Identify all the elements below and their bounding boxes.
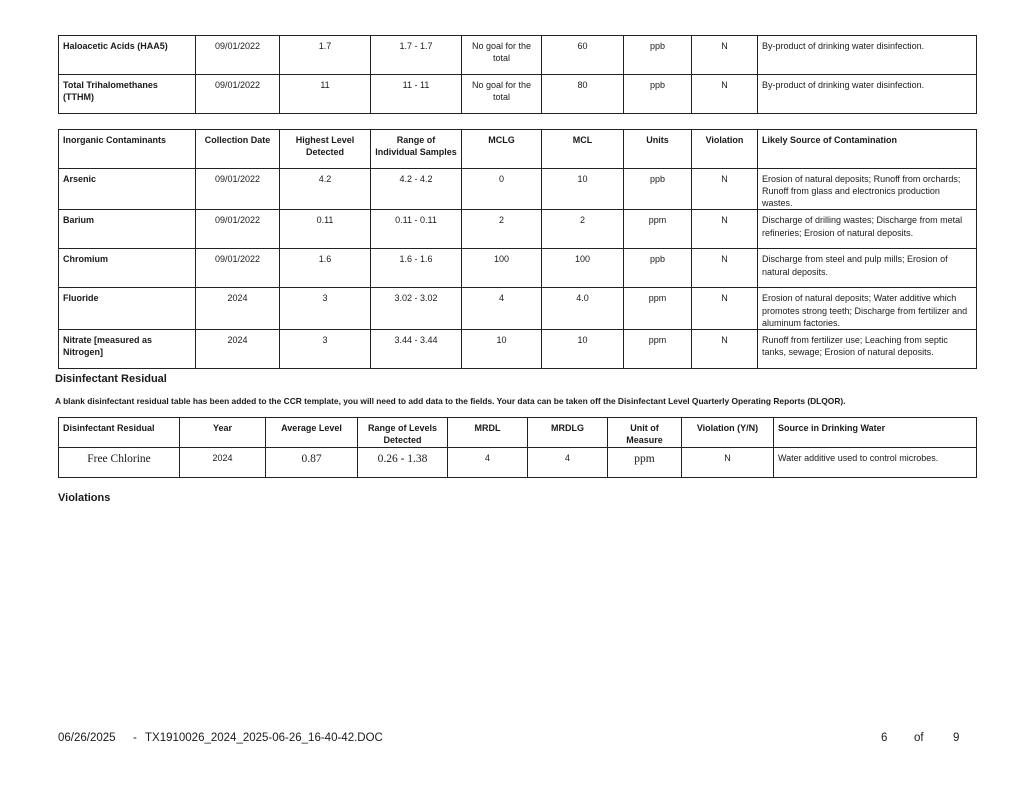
contaminant-name: Nitrate [measured as Nitrogen] xyxy=(59,329,196,368)
header-range: Range of Individual Samples xyxy=(371,130,462,169)
mclg: 2 xyxy=(462,210,542,249)
violation: N xyxy=(692,249,758,288)
footer-of-label: of xyxy=(914,732,924,744)
source: By-product of drinking water disinfection. xyxy=(758,75,977,114)
highest-level: 3 xyxy=(280,329,371,368)
source: Runoff from fertilizer use; Leaching from septic tanks, sewage; Erosion of natural deposits. xyxy=(758,329,977,368)
units: ppb xyxy=(624,36,692,75)
table-header-row xyxy=(59,418,977,448)
source: Discharge of drilling wastes; Discharge from metal refineries; Erosion of natural deposits. xyxy=(758,210,977,249)
contaminant-name: Barium xyxy=(59,210,196,249)
header-range-of-levels: Range of Levels Detected xyxy=(358,418,448,448)
range: 3.44 - 3.44 xyxy=(371,329,462,368)
collection-date: 09/01/2022 xyxy=(196,36,280,75)
header-source: Likely Source of Contamination xyxy=(758,130,977,169)
mcl: 100 xyxy=(542,249,624,288)
violation: N xyxy=(692,210,758,249)
footer-date: 06/26/2025 xyxy=(58,732,116,744)
source: Discharge from steel and pulp mills; Erosion of natural deposits. xyxy=(758,249,977,288)
disinfectant-residual-table xyxy=(58,417,977,478)
unit-of-measure: ppm xyxy=(608,448,682,478)
mclg: 100 xyxy=(462,249,542,288)
units: ppm xyxy=(624,329,692,368)
units: ppm xyxy=(624,210,692,249)
footer-filename: TX1910026_2024_2025-06-26_16-40-42.DOC xyxy=(145,732,383,744)
disinfectant-name: Free Chlorine xyxy=(59,448,180,478)
collection-date: 2024 xyxy=(196,288,280,329)
table-row xyxy=(59,210,977,249)
mclg: No goal for the total xyxy=(462,75,542,114)
table-row xyxy=(59,329,977,368)
violations-heading: Violations xyxy=(58,492,111,504)
footer-total-pages: 9 xyxy=(953,732,960,744)
contaminant-name: Haloacetic Acids (HAA5) xyxy=(59,36,196,75)
contaminant-name: Total Trihalomethanes (TTHM) xyxy=(59,75,196,114)
table-row xyxy=(59,288,977,329)
source: Erosion of natural deposits; Runoff from orchards; Runoff from glass and electronics production wastes. xyxy=(758,169,977,210)
average-level: 0.87 xyxy=(266,448,358,478)
highest-level: 1.6 xyxy=(280,249,371,288)
header-mclg: MCLG xyxy=(462,130,542,169)
table-header-row xyxy=(59,130,977,169)
violation: N xyxy=(692,329,758,368)
header-year: Year xyxy=(180,418,266,448)
source: By-product of drinking water disinfection. xyxy=(758,36,977,75)
header-disinfectant: Disinfectant Residual xyxy=(59,418,180,448)
mcl: 2 xyxy=(542,210,624,249)
mcl: 80 xyxy=(542,75,624,114)
year: 2024 xyxy=(180,448,266,478)
source: Erosion of natural deposits; Water additive which promotes strong teeth; Discharge from fertilizer and aluminum factories. xyxy=(758,288,977,329)
mclg: 4 xyxy=(462,288,542,329)
table-row xyxy=(59,75,977,114)
mclg: No goal for the total xyxy=(462,36,542,75)
violation: N xyxy=(682,448,774,478)
range: 4.2 - 4.2 xyxy=(371,169,462,210)
range: 1.6 - 1.6 xyxy=(371,249,462,288)
collection-date: 09/01/2022 xyxy=(196,249,280,288)
violation: N xyxy=(692,169,758,210)
collection-date: 2024 xyxy=(196,329,280,368)
violation: N xyxy=(692,75,758,114)
header-violation: Violation (Y/N) xyxy=(682,418,774,448)
header-source: Source in Drinking Water xyxy=(774,418,977,448)
footer-separator: - xyxy=(133,732,137,744)
contaminant-name: Arsenic xyxy=(59,169,196,210)
range-of-levels: 0.26 - 1.38 xyxy=(358,448,448,478)
table-row xyxy=(59,448,977,478)
mrdlg: 4 xyxy=(528,448,608,478)
violation: N xyxy=(692,36,758,75)
header-violation: Violation xyxy=(692,130,758,169)
header-unit-of-measure: Unit of Measure xyxy=(608,418,682,448)
highest-level: 1.7 xyxy=(280,36,371,75)
range: 1.7 - 1.7 xyxy=(371,36,462,75)
units: ppb xyxy=(624,249,692,288)
header-highest-level: Highest Level Detected xyxy=(280,130,371,169)
range: 0.11 - 0.11 xyxy=(371,210,462,249)
disinfectant-residual-heading: Disinfectant Residual xyxy=(55,373,167,385)
disinfection-byproducts-table xyxy=(58,35,977,114)
range: 11 - 11 xyxy=(371,75,462,114)
header-mrdl: MRDL xyxy=(448,418,528,448)
units: ppb xyxy=(624,75,692,114)
table-row xyxy=(59,249,977,288)
table-row xyxy=(59,169,977,210)
disinfectant-instruction-note: A blank disinfectant residual table has been added to the CCR template, you will need to add data to the fields. Your data can be taken off the Disinfectant Level Quarterly Operating Reports (DLQOR). xyxy=(55,396,846,406)
inorganic-contaminants-table xyxy=(58,129,977,369)
highest-level: 4.2 xyxy=(280,169,371,210)
footer-page-number: 6 xyxy=(881,732,888,744)
source: Water additive used to control microbes. xyxy=(774,448,977,478)
mcl: 10 xyxy=(542,329,624,368)
collection-date: 09/01/2022 xyxy=(196,210,280,249)
contaminant-name: Fluoride xyxy=(59,288,196,329)
header-units: Units xyxy=(624,130,692,169)
violation: N xyxy=(692,288,758,329)
header-average-level: Average Level xyxy=(266,418,358,448)
header-mcl: MCL xyxy=(542,130,624,169)
collection-date: 09/01/2022 xyxy=(196,169,280,210)
mcl: 10 xyxy=(542,169,624,210)
mcl: 4.0 xyxy=(542,288,624,329)
units: ppm xyxy=(624,288,692,329)
mrdl: 4 xyxy=(448,448,528,478)
mclg: 10 xyxy=(462,329,542,368)
mcl: 60 xyxy=(542,36,624,75)
contaminant-name: Chromium xyxy=(59,249,196,288)
range: 3.02 - 3.02 xyxy=(371,288,462,329)
units: ppb xyxy=(624,169,692,210)
highest-level: 3 xyxy=(280,288,371,329)
header-contaminant: Inorganic Contaminants xyxy=(59,130,196,169)
header-mrdlg: MRDLG xyxy=(528,418,608,448)
header-collection-date: Collection Date xyxy=(196,130,280,169)
highest-level: 11 xyxy=(280,75,371,114)
table-row xyxy=(59,36,977,75)
collection-date: 09/01/2022 xyxy=(196,75,280,114)
mclg: 0 xyxy=(462,169,542,210)
highest-level: 0.11 xyxy=(280,210,371,249)
